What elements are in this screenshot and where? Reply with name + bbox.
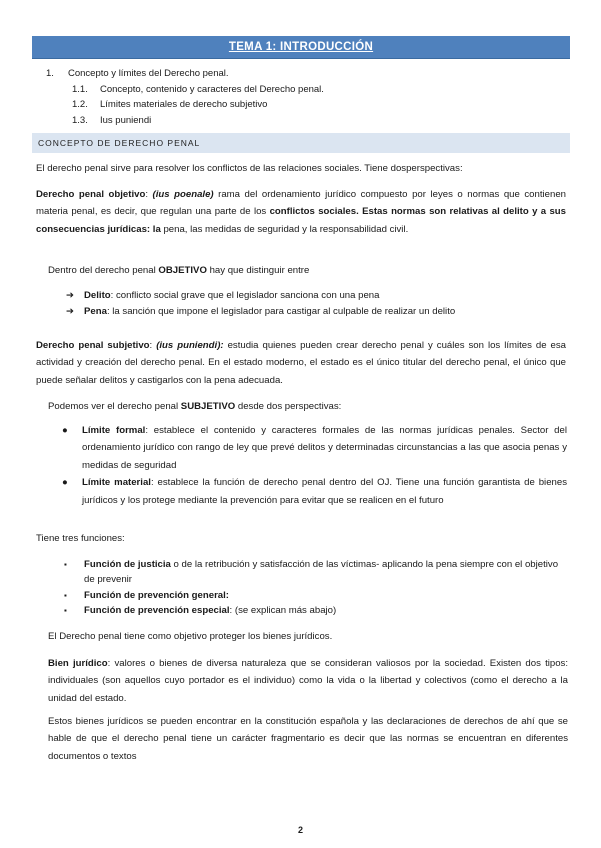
bullet-icon: ▪ [64, 606, 67, 616]
closing-paragraph: Estos bienes jurídicos se pueden encontrar en la constitución española y las declaraciones de derechos de ahí que se hable de que el derecho penal tiene un carácter fragmentario es decir que las normas se encuentran en diferentes documentos o textos [48, 716, 568, 762]
objetivo-intro-text: Dentro del derecho penal [48, 265, 159, 276]
item-term: Función de justicia [84, 559, 171, 570]
bullet-icon: ▪ [64, 590, 67, 600]
objetivo-latin: (ius poenale) [152, 189, 214, 200]
toc-label: Límites materiales de derecho subjetivo [100, 99, 268, 111]
item-text: : conflicto social grave que el legislador sanciona con una pena [110, 290, 380, 301]
list-item [62, 422, 567, 474]
bien-term: Bien jurídico [48, 658, 108, 669]
toc-number: 1. [46, 68, 54, 79]
toc-item [46, 113, 324, 129]
item-term: Función de prevención especial [84, 605, 230, 617]
bullet-icon: ▪ [64, 560, 67, 569]
funciones-intro: Tiene tres funciones: [36, 533, 125, 544]
arrow-right-icon: ➔ [66, 290, 75, 301]
item-term: Función de prevención general: [84, 589, 229, 601]
objetivo-term: Derecho penal objetivo [36, 189, 146, 200]
item-term: Delito [84, 290, 111, 301]
item-text: : establece la función de derecho penal dentro del OJ. Tiene una función garantista de bienes jurídicos y los protege mediante la prevención para evitar que se realicen en el futuro [82, 477, 567, 506]
objetivo-text: rama del ordenamiento jurídico compuesto por leyes o normas que contienen materia penal, es decir, que regulan una parte de los [36, 189, 566, 218]
objetivo-bold: conflictos sociales. Estas normas son relativas al delito y a sus consecuencias jurídicas: la [36, 206, 566, 235]
bullet-icon: ● [62, 477, 68, 489]
subjetivo-intro [48, 398, 568, 415]
item-term: Límite material [82, 477, 151, 489]
item-term: Pena [84, 305, 107, 317]
section-heading-bar [32, 133, 570, 153]
funciones-list [64, 557, 569, 619]
toc-item [46, 66, 324, 82]
objetivo-dp-paragraph: El Derecho penal tiene como objetivo proteger los bienes jurídicos. [48, 631, 333, 642]
separator: : [149, 340, 157, 351]
list-item [64, 588, 569, 603]
item-text: o de la retribución y satisfacción de las víctimas- aplicando la pena siempre con el objetivo de prevenir [84, 559, 559, 586]
objetivo-keyword: OBJETIVO [158, 265, 207, 276]
toc-number: 1.2. [72, 99, 88, 111]
section-heading: CONCEPTO DE DERECHO PENAL [38, 138, 201, 148]
objetivo-intro [48, 262, 568, 279]
toc-item [46, 97, 324, 113]
item-text: : establece el contenido y caracteres formales de las normas jurídicas penales. Sector del ordenamiento jurídico con rango de ley que prevé delitos y determinadas circunstancias a las que asocia penas y medidas de seguridad [82, 425, 567, 471]
item-term: Límite formal [82, 425, 146, 436]
toc-item [46, 82, 324, 98]
subjetivo-paragraph [36, 337, 566, 389]
bullet-icon: ● [62, 425, 68, 436]
separator: : [145, 189, 153, 200]
bien-text: : valores o bienes de diversa naturaleza que se consideran valiosos por la sociedad. Existen dos tipos: individuales (son aquellos cuyo portador es el individuo) como la vida o la libertad y colectivos (como el derecho a la unidad del estado. [48, 658, 568, 704]
page-number: 2 [297, 825, 303, 835]
subjetivo-keyword: SUBJETIVO [180, 401, 236, 412]
subjetivo-intro-end: desde dos perspectivas: [235, 401, 342, 412]
intro-paragraph: El derecho penal sirve para resolver los conflictos de las relaciones sociales. Tiene dosperspectivas: [36, 163, 463, 174]
list-item [64, 603, 569, 618]
subjetivo-intro-text: Podemos ver el derecho penal [48, 401, 181, 412]
list-item [62, 474, 567, 509]
toc-label: Ius puniendi [100, 114, 152, 126]
toc-label: Concepto, contenido y caracteres del Derecho penal. [100, 83, 324, 95]
table-of-contents [46, 66, 324, 128]
list-item [66, 288, 455, 304]
subjetivo-term: Derecho penal subjetivo [36, 340, 150, 351]
subjetivo-list [62, 422, 567, 509]
subjetivo-text: estudia quienes pueden crear derecho penal y cuáles son los límites de esa actividad y creación del derecho penal. En el estado moderno, el estado es el único titular del derecho penal, el único que puede señalar delitos y castigarlos con la pena adecuada. [36, 340, 567, 386]
list-item [64, 557, 569, 588]
objetivo-intro-end: hay que distinguir entre [206, 265, 310, 276]
toc-label: Concepto y límites del Derecho penal. [68, 68, 229, 79]
page-title: TEMA 1: INTRODUCCIÓN [228, 41, 374, 53]
bien-juridico-paragraph [48, 655, 568, 707]
title-banner [32, 36, 570, 59]
toc-number: 1.1. [72, 83, 88, 95]
item-text: : (se explican más abajo) [229, 605, 337, 617]
subjetivo-latin: (ius puniendi): [156, 340, 224, 351]
objetivo-list [66, 288, 455, 319]
objetivo-paragraph [36, 186, 566, 238]
list-item [66, 304, 455, 320]
objetivo-text-end: pena, las medidas de seguridad y la responsabilidad civil. [160, 223, 409, 235]
arrow-right-icon: ➔ [66, 305, 75, 317]
toc-number: 1.3. [72, 114, 88, 126]
item-text: : la sanción que impone el legislador para castigar al culpable de realizar un delito [106, 305, 456, 317]
